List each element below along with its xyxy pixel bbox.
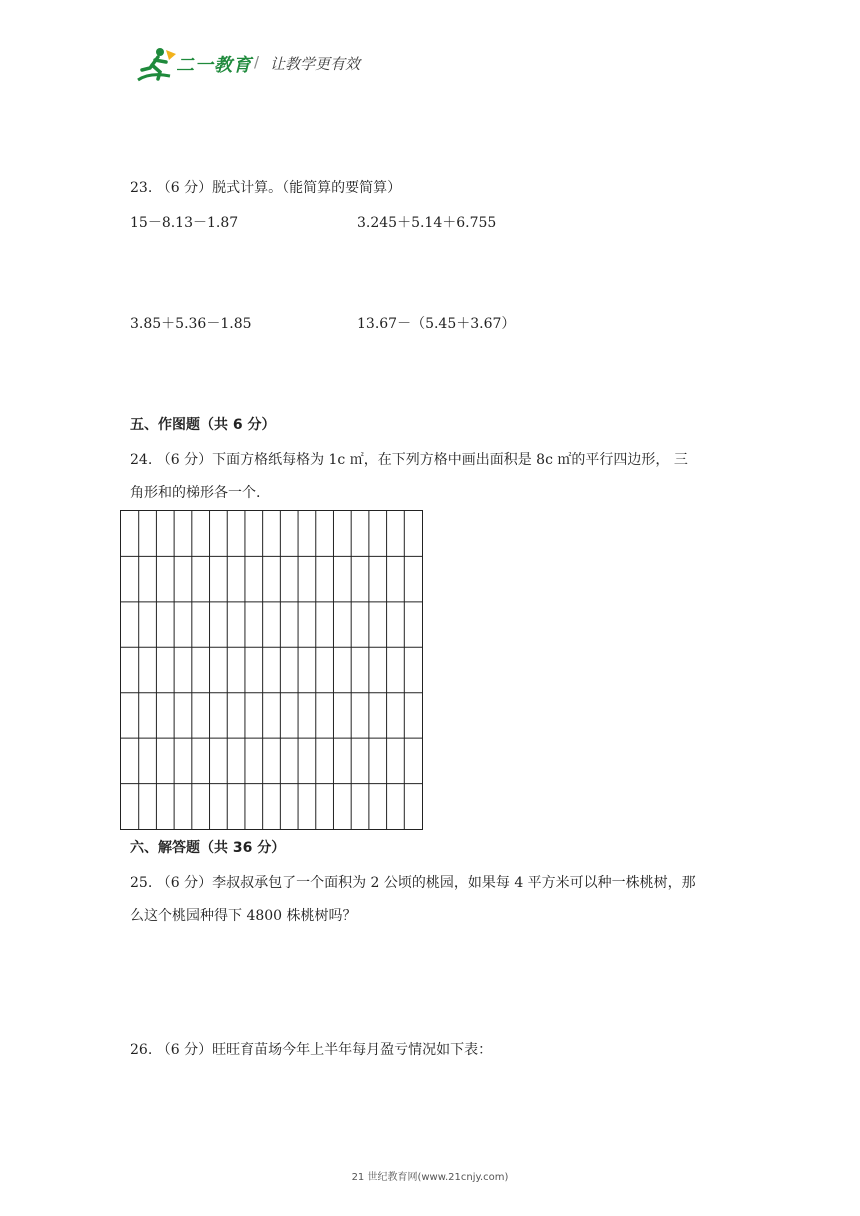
logo-divider: / <box>254 53 260 71</box>
square-grid-paper[interactable] <box>120 510 423 830</box>
header-logo <box>136 46 376 86</box>
q23-title: 23. （6 分）脱式计算。（能简算的要简算） <box>130 180 402 196</box>
q24-text-line-2: 角形和的梯形各一个. <box>130 485 261 501</box>
q26-text-line-1: 26. （6 分）旺旺育苗场今年上半年每月盈亏情况如下表： <box>130 1042 493 1058</box>
q25-text-line-2: 么这个桃园种得下 4800 株桃树吗？ <box>130 908 357 924</box>
q25-text-line-1: 25. （6 分）李叔叔承包了一个面积为 2 公顷的桃园，如果每 4 平方米可以种一株桃树，那 <box>130 875 696 891</box>
runner-logo-icon <box>136 46 178 84</box>
q23-expr-4: 13.67－（5.45＋3.67） <box>357 316 516 332</box>
q24-text-line-1: 24. （6 分）下面方格纸每格为 1c ㎡，在下列方格中画出面积是 8c ㎡的平行四边形， 三 <box>130 452 688 468</box>
grid-lines <box>121 511 424 831</box>
section-6-heading: 六、解答题（共 36 分） <box>130 840 286 856</box>
q23-expr-1: 15－8.13－1.87 <box>130 215 239 231</box>
q23-expr-3: 3.85＋5.36－1.85 <box>130 316 252 332</box>
logo-brand-text: 二一教育 <box>176 55 252 76</box>
section-5-heading: 五、作图题（共 6 分） <box>130 417 276 433</box>
logo-slogan: 让教学更有效 <box>270 55 361 73</box>
q23-expr-2: 3.245＋5.14＋6.755 <box>357 215 497 231</box>
page-footer: 21 世纪教育网(www.21cnjy.com) <box>351 1172 509 1183</box>
